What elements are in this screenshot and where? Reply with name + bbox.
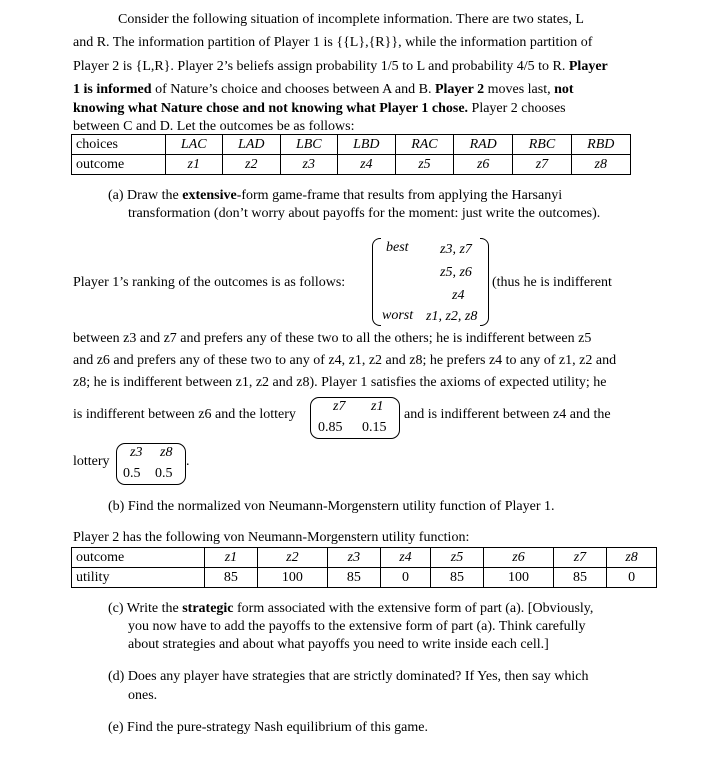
outcome-cell: z1 [165,155,222,175]
intro-line-5-bold: knowing what Nature chose and not knowing what Player 1 chose. [73,101,469,116]
part-a-bold: extensive [182,188,237,203]
part-c-line-1 [108,599,593,619]
body-line-1: between z3 and z7 and prefers any of these two to all the others; he is indifferent between z5 [73,331,592,346]
choice-cell: LAD [222,135,280,155]
outcome-row [72,155,631,175]
body-line-2: and z6 and prefers any of these two to any of z4, z1, z2 and z8; he prefers z4 to any of z1, z2 and [73,353,617,368]
lottery-2-period: . [186,454,190,469]
ranking-worst-label: worst [382,308,414,323]
intro-line-4-bold-e: not [554,82,574,97]
utility-value-cell: 85 [430,568,483,588]
lottery-1-prob-1: 0.85 [318,420,343,435]
ranking-right-bracket [480,238,489,326]
intro-line-3 [73,57,608,77]
body-line-5: lottery [73,454,110,469]
utility-value-cell: 85 [553,568,606,588]
utility-outcome-cell: z4 [381,548,431,568]
outcome-cell: z5 [395,155,453,175]
body-line-3: z8; he is indifferent between z1, z2 and z8). Player 1 satisfies the axioms of expected utility; he [73,375,607,390]
choice-cell: RBC [513,135,571,155]
part-a-text-c: -form game-frame that results from applying the Harsanyi [236,188,563,203]
utility-value-cell: 0 [381,568,431,588]
utility-outcome-row [72,548,657,568]
intro-line-3-text: Player 2 is {L,R}. Player 2’s beliefs assign probability 1/5 to L and probability 4/5 to R. [73,59,566,74]
lottery-1-outcome-2: z1 [371,399,384,414]
choices-header: choices [72,135,166,155]
utility-outcome-cell: z1 [204,548,257,568]
part-c-bold: strategic [182,601,234,616]
part-c-line-3: about strategies and about what payoffs you need to write inside each cell.] [128,637,549,652]
utility-outcome-cell: z5 [430,548,483,568]
ranking-row: z5, z6 [440,265,472,280]
utility-value-row [72,568,657,588]
utility-value-cell: 85 [204,568,257,588]
utility-outcome-cell: z8 [607,548,657,568]
part-c-text-c: form associated with the extensive form of part (a). [Obviously, [237,601,594,616]
choice-cell: LBC [280,135,337,155]
intro-line-5-text: Player 2 chooses [471,101,566,116]
part-d-line-2: ones. [128,688,158,703]
outcome-cell: z7 [513,155,571,175]
utility-outcome-cell: z6 [484,548,554,568]
part-b: (b) Find the normalized von Neumann-Morgenstern utility function of Player 1. [108,499,555,514]
utility-outcome-header: outcome [72,548,205,568]
utility-outcome-cell: z7 [553,548,606,568]
ranking-left-bracket [372,238,381,326]
intro-line-5 [73,99,566,119]
utility-value-cell: 100 [258,568,328,588]
part-a-text-a: (a) Draw the [108,188,179,203]
ranking-row: z3, z7 [440,242,472,257]
part-a-line-2: transformation (don’t worry about payoffs for the moment: just write the outcomes). [128,206,601,221]
lottery-1-outcome-1: z7 [333,399,346,414]
part-d-line-1: (d) Does any player have strategies that are strictly dominated? If Yes, then say which [108,669,589,684]
intro-line-1: Consider the following situation of incomplete information. There are two states, L [118,12,584,27]
outcome-header: outcome [72,155,166,175]
body-line-4a: is indifferent between z6 and the lottery [73,407,296,422]
lottery-1-prob-2: 0.15 [362,420,387,435]
player2-utility-lead: Player 2 has the following von Neumann-Morgenstern utility function: [73,530,470,545]
choice-cell: RBD [571,135,630,155]
lottery-2-prob-1: 0.5 [123,466,141,481]
intro-line-6: between C and D. Let the outcomes be as follows: [73,119,355,134]
choices-outcomes-table [71,134,631,175]
part-c-line-2: you now have to add the payoffs to the extensive form of part (a). Think carefully [128,619,586,634]
player2-utility-table [71,547,657,588]
utility-value-cell: 0 [607,568,657,588]
intro-line-3-bold: Player [568,59,608,74]
part-a-line-1 [108,186,562,206]
ranking-lead: Player 1’s ranking of the outcomes is as follows: [73,275,346,290]
choice-cell: RAC [395,135,453,155]
utility-outcome-cell: z2 [258,548,328,568]
body-line-4b: and is indifferent between z4 and the [404,407,611,422]
intro-line-4-text: of Nature’s choice and chooses between A and B. [155,82,432,97]
choice-cell: RAD [454,135,513,155]
choice-cell: LAC [165,135,222,155]
part-e: (e) Find the pure-strategy Nash equilibrium of this game. [108,720,428,735]
choices-row [72,135,631,155]
intro-line-4 [73,80,574,100]
outcome-cell: z3 [280,155,337,175]
intro-line-4-text-d: moves last, [487,82,551,97]
outcome-cell: z2 [222,155,280,175]
outcome-cell: z4 [337,155,395,175]
ranking-trail: (thus he is indifferent [492,275,612,290]
utility-value-header: utility [72,568,205,588]
utility-outcome-cell: z3 [327,548,380,568]
utility-value-cell: 100 [484,568,554,588]
intro-line-2: and R. The information partition of Player 1 is {{L},{R}}, while the information partition of [73,35,593,50]
intro-line-4-bold-a: 1 is informed [73,82,152,97]
ranking-best-label: best [386,240,409,255]
part-c-text-a: (c) Write the [108,601,179,616]
outcome-cell: z8 [571,155,630,175]
choice-cell: LBD [337,135,395,155]
lottery-2-outcome-2: z8 [160,445,173,460]
utility-value-cell: 85 [327,568,380,588]
intro-line-4-bold-c: Player 2 [434,82,485,97]
lottery-2-prob-2: 0.5 [155,466,173,481]
ranking-row: z4 [452,288,465,303]
lottery-2-outcome-1: z3 [130,445,143,460]
ranking-row: z1, z2, z8 [426,309,478,324]
outcome-cell: z6 [454,155,513,175]
